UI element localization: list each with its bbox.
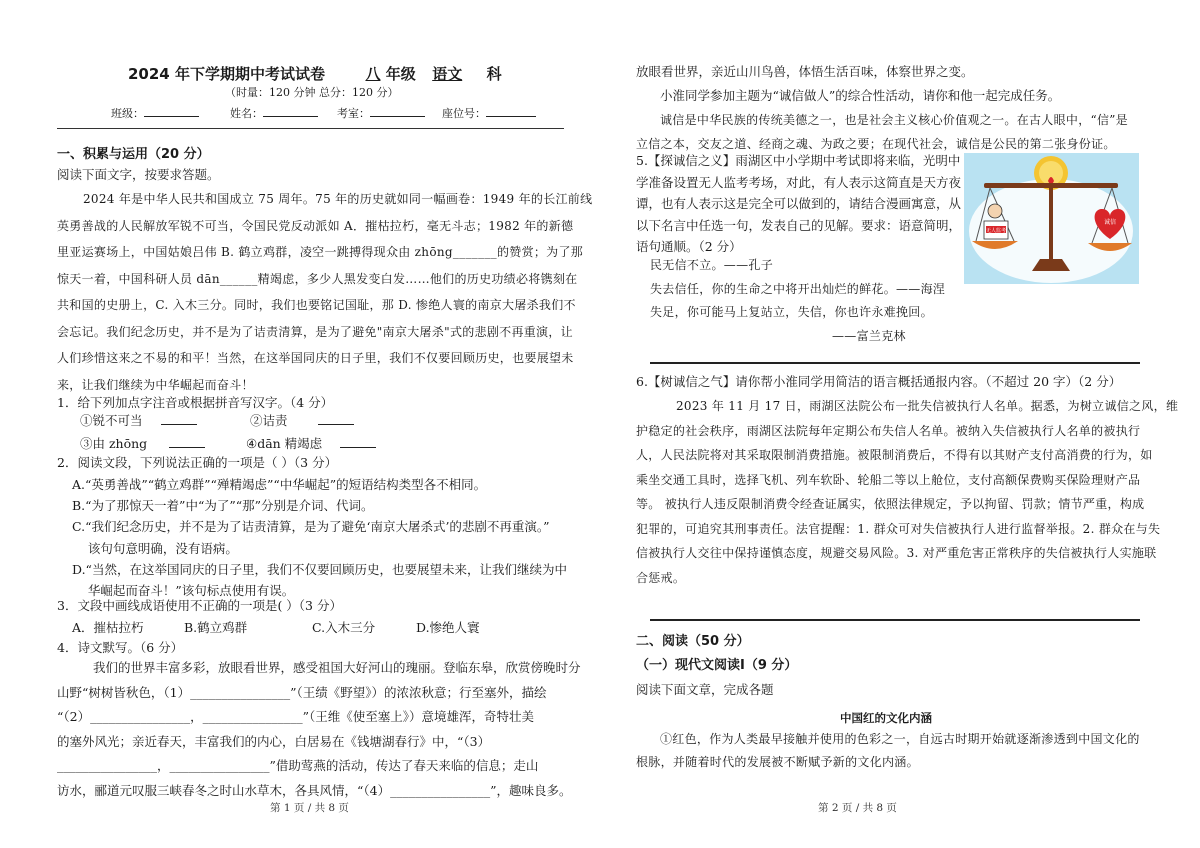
field-room-label: 考室： [337,107,370,120]
q2-option-c-cont: 该句句意明确，没有语病。 [72,540,238,556]
section-2-heading: 二、阅读（50 分） [636,634,750,649]
q4-line: 我们的世界丰富多彩，放眼看世界，感受祖国大好河山的瑰丽。登临东皋，欣赏傍晚时分 [93,660,581,675]
q2-option-b[interactable]: B.“为了那惊天一着”中“为了”“那”分别是介词、代词。 [72,498,374,514]
article-line: ①红色，作为人类最早接触并使用的色彩之一，自远古时期开始就逐渐渗透到中国文化的 [660,732,1140,746]
exam-title [128,63,502,84]
q1-item-label: ④dān 精竭虑 [246,436,323,451]
q1-item-label: ③由 zhōng [80,436,148,451]
passage-line: 惊天一着，中国科研人员 dān______精竭虑，多少人黑发变白发……他们的历史功绩必将镌刻在 [57,271,578,286]
q2-option-c[interactable]: C.“我们纪念历史，并不是为了诘责清算，是为了避免‘南京大屠杀式’的悲剧不再重演。” [72,519,550,535]
question-2: 2．阅读文段，下列说法正确的一项是（ ）（3 分） [57,455,338,470]
passage-line: 来，让我们继续为中华崛起而奋斗！ [57,377,254,392]
field-class-label: 班级： [111,107,144,120]
field-name-label: 姓名： [230,107,263,120]
svg-text:诚信: 诚信 [1103,219,1117,226]
question-4: 4．诗文默写。（6 分） [57,640,184,655]
q3-option-c[interactable]: C.入木三分 [312,620,376,635]
passage-line: 人们珍惜这来之不易的和平！当然，在这举国同庆的日子里，我们不仅要回顾历史，也要展望未 [57,351,574,365]
q1-item-label: ②诘责 [250,413,288,428]
seat-field[interactable] [486,104,536,117]
header-divider [57,128,564,129]
intro-line: 立信之本，交友之道、经商之魂、为政之要；在现代社会，诚信是公民的第二张身份证。 [636,137,1116,151]
quote-2: 失去信任，你的生命之中将开出灿烂的鲜花。——海涅 [650,281,946,296]
section-2-subheading: （一）现代文阅读Ⅰ（9 分） [636,658,798,673]
q1-item-4 [246,434,376,452]
title-grade: 八 [365,65,381,83]
passage [57,186,593,398]
passage-line: 2024 年是中华人民共和国成立 75 周年。75 年的历史就如同一幅画卷：1949 年的长江前线 [83,192,593,206]
q1-item-2 [250,411,354,429]
q2-option-d[interactable]: D.“当然，在这举国同庆的日子里，我们不仅要回顾历史，也要展望未来，让我们继续为中 [72,561,567,577]
answer-line-q5[interactable] [650,362,1140,364]
intro-text [636,60,1156,156]
passage-line: 里亚运赛场上，中国姑娘吕伟 B. 鹤立鸡群，凌空一跳搏得现众由 zhōng_______的赞赏；为了那 [57,245,584,259]
question-5 [636,150,961,258]
intro-line: 小淮同学参加主题为“诚信做人”的综合性活动，请你和他一起完成任务。 [660,88,1061,103]
q2-options [72,474,567,601]
q5-line: 以下名言中任选一句，发表自己的见解。要求：语意简明， [636,217,962,233]
title-grade-suffix: 年级 [385,65,416,83]
q2-option-a[interactable]: A.“英勇善战”“鹤立鸡群”“殚精竭虑”“中华崛起”的短语结构类型各不相同。 [72,477,487,492]
q1-item-3 [80,434,205,452]
name-field[interactable] [263,104,318,117]
q4-line: 的塞外风光；亲近春天，丰富我们的内心，白居易在《钱塘湖春行》中，“（3） [57,733,491,749]
article-body [636,728,1151,774]
q3-option-b[interactable]: B.鹤立鸡群 [184,620,248,635]
title-suffix: 科 [486,65,502,83]
exam-meta: （时量：120 分钟 总分：120 分） [225,86,399,99]
question-1: 1．给下列加点字注音或根据拼音写汉字。（4 分） [57,395,334,410]
quote-3-author: ——富兰克林 [832,328,906,343]
class-field[interactable] [144,104,199,117]
question-6: 6.【树诚信之气】请你帮小淮同学用简洁的语言概括通报内容。（不超过 20 字）（2 分） [636,374,1122,389]
q4-text [57,656,581,804]
page-2 [600,0,1200,848]
q1-answer-3[interactable] [169,435,205,448]
room-field[interactable] [370,104,425,117]
q3-option-d[interactable]: D.惨绝人寰 [416,620,480,635]
q5-line: 谭，也有人表示这是完全可以做到的，请结合漫画寓意，从 [636,196,962,211]
passage-line: 共和国的史册上，C. 入木三分。同时，我们也要铭记国耻，那 D. 惨绝人寰的南京大屠杀我们不 [57,298,576,312]
intro-line: 诚信是中华民族的传统美德之一，也是社会主义核心价值观之一。在古人眼中，“信”是 [660,113,1128,127]
q5-line: 语句通顺。（2 分） [636,239,742,254]
quote-3: 失足，你可能马上复站立，失信，你也许永难挽回。 [650,305,933,319]
field-seat-label: 座位号： [442,107,486,120]
title-subject: 语文 [432,65,463,83]
q4-line: ________________，________________”借助莺燕的活动，传达了春天来临的信息；走山 [57,758,539,774]
notice-line: 合惩戒。 [636,570,686,585]
q5-line: 5.【探诚信之义】雨湖区中小学期中考试即将来临，光明中 [636,153,961,168]
title-prefix: 2024 年下学期期中考试试卷 [128,65,325,83]
q4-line: 访水，郦道元叹服三峡春冬之时山水草木，各具风情，“（4）________________”，趣味良多。 [57,782,572,798]
q5-line: 学准备设置无人监考考场，对此，有人表示这简直是天方夜 [636,174,962,190]
q1-item-1 [80,411,197,429]
student-fields [111,104,536,121]
notice-line: 乘坐交通工具时，选择飞机、列车软卧、轮船二等以上舱位，支付高额保费购买保险理财产品 [636,472,1141,487]
notice-line: 人，人民法院将对其采取限制消费措施。被限制消费后，不得有以其财产支付高消费的行为，如 [636,448,1153,462]
q2-option-d-cont: 华崛起而奋斗！”该句标点使用有误。 [72,583,295,599]
question-3: 3．文段中画线成语使用不正确的一项是( ）（3 分） [57,598,342,613]
q1-item-label: ①锐不可当 [80,413,143,428]
notice-line: 犯罪的，可追究其刑事责任。法官提醒：1. 群众可对失信被执行人进行监督举报。2. 群众在与失 [636,521,1161,536]
q1-answer-4[interactable] [340,435,376,448]
notice-line: 信被执行人交往中保持谨慎态度，规避交易风险。3. 对严重危害正常秩序的失信被执行人实施联 [636,546,1157,560]
q3-option-a[interactable]: A．摧枯拉朽 [72,620,144,635]
answer-line-q6[interactable] [650,619,1140,621]
notice-line: 2023 年 11 月 17 日，雨湖区法院公布一批失信被执行人名单。据悉，为树立诚信之风，维 [676,399,1179,413]
intro-line: 放眼看世界，亲近山川鸟兽，体悟生活百味，体察世界之变。 [636,64,974,79]
svg-text:无人监考: 无人监考 [985,228,1007,234]
passage-line: 英勇善战的人民解放军锐不可当，令国民党反动派如 A．摧枯拉朽，毫无斗志；1982 年的新德 [57,218,574,233]
section-1-instruction: 阅读下面文字，按要求答题。 [57,167,220,182]
q1-answer-2[interactable] [318,412,354,425]
article-line: 根脉，并随着时代的发展被不断赋予新的文化内涵。 [636,755,919,769]
q1-answer-1[interactable] [161,412,197,425]
page-1-footer: 第 1 页 / 共 8 页 [270,802,349,814]
quote-1: 民无信不立。——孔子 [650,258,774,272]
article-title: 中国红的文化内涵 [840,711,932,725]
integrity-cartoon [964,153,1139,284]
q4-line: 山野“树树皆秋色，（1）________________”（王绩《野望》）的浓浓秋意；行至塞外，描绘 [57,684,547,700]
notice-line: 护稳定的社会秩序，雨湖区法院每年定期公布失信人名单。被纳入失信被执行人名单的被执行 [636,423,1141,438]
q4-line: “（2）________________，________________”（王维《使至塞上》）意境雄浑，奇特壮美 [57,709,534,725]
passage-line: 会忘记。我们纪念历史，并不是为了诘责清算，是为了避免"南京大屠杀"式的悲剧不再重演，让 [57,324,573,339]
section-2-instruction: 阅读下面文章，完成各题 [636,682,774,697]
q6-notice [636,394,1179,590]
cartoon-scale-image [964,153,1139,284]
notice-line: 等。 被执行人违反限制消费令经查证属实，依照法律规定，予以拘留、罚款；情节严重，构成 [636,497,1145,511]
section-1-heading: 一、积累与运用（20 分） [57,147,210,162]
quotes [650,254,945,348]
page-2-footer: 第 2 页 / 共 8 页 [818,802,897,814]
